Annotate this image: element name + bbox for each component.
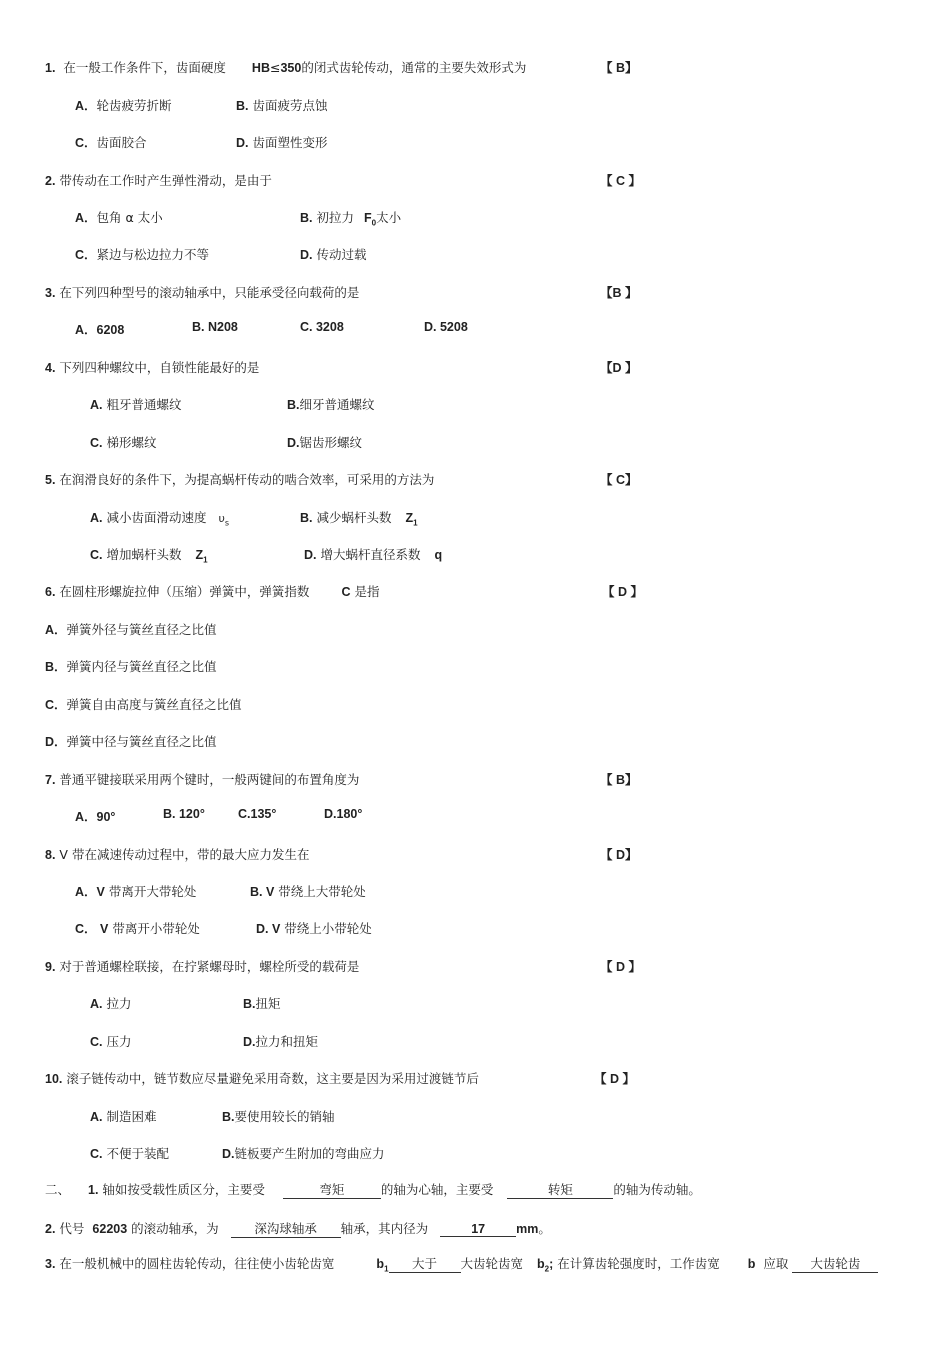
question-9: 9. 对于普通螺栓联接，在拧紧螺母时，螺栓所受的载荷是 [45, 959, 360, 974]
option-9a: A. 拉力 [90, 996, 132, 1011]
option-10b: B.要使用较长的销轴 [222, 1109, 335, 1124]
section-label: 二、 [45, 1182, 71, 1197]
option-5a: A. 减小齿面滑动速度 $\upsilon_s$ [90, 510, 230, 528]
option-1b: B. 齿面疲劳点蚀 [236, 98, 328, 113]
option-10a: A. 制造困难 [90, 1109, 157, 1124]
le-symbol: ≤ [269, 60, 281, 75]
question-text: 在下列四种型号的滚动轴承中，只能承受径向载荷的是 [59, 285, 360, 300]
question-text: 在润滑良好的条件下，为提高蜗杆传动的啮合效率，可采用的方法为 [59, 472, 435, 487]
option-9c: C. 压力 [90, 1034, 132, 1049]
question-text: 带传动在工作时产生弹性滑动，是由于 [59, 173, 272, 188]
option-6b: B．弹簧内径与簧丝直径之比值 [45, 659, 217, 674]
option-9d: D.拉力和扭矩 [243, 1034, 319, 1049]
question-6: 6. 在圆柱形螺旋拉伸（压缩）弹簧中，弹簧指数 C 是指 [45, 584, 380, 599]
option-3a: A．6208 [75, 323, 125, 337]
fill-question-3: 3. 在一般机械中的圆柱齿轮传动，往往使小齿轮齿宽 $b_1$ 大于 大齿轮齿宽 $b_2$; 在计算齿轮强度时，工作齿宽 b 应取 大齿轮齿 [45, 1254, 878, 1274]
option-8a: A．V 带离开大带轮处 [75, 884, 197, 899]
option-1a: A．轮齿疲劳折断 [75, 98, 172, 113]
option-4b: B.细牙普通螺纹 [287, 397, 375, 412]
option-6a: A．弹簧外径与簧丝直径之比值 [45, 622, 217, 637]
answer-5: 【 C】 [600, 473, 638, 487]
hb-symbol: HB [251, 61, 270, 75]
option-2d: D. 传动过载 [300, 247, 367, 262]
option-7d: D.180° [324, 807, 363, 821]
option-10d: D.链板要产生附加的弯曲应力 [222, 1146, 385, 1161]
question-text: 在圆柱形螺旋拉伸（压缩）弹簧中，弹簧指数 [59, 584, 310, 599]
question-text-tail: 的闭式齿轮传动，通常的主要失效形式为 [301, 60, 527, 75]
question-4: 4. 下列四种螺纹中，自锁性能最好的是 [45, 360, 260, 375]
option-5d: D. 增大蜗杆直径系数 q [304, 547, 443, 562]
answer-4: 【D 】 [600, 361, 638, 375]
question-number: 1 [45, 61, 52, 75]
fill-question-1: 二、 1. 轴如按受载性质区分，主要受 弯矩 的轴为心轴，主要受 转矩 的轴为传动轴。 [45, 1182, 701, 1197]
option-8c: C． V 带离开小带轮处 [75, 921, 200, 936]
question-text: 下列四种螺纹中，自锁性能最好的是 [59, 360, 260, 375]
answer-6: 【 D 】 [602, 585, 643, 599]
option-3c: C. 3208 [300, 320, 344, 334]
question-text: 对于普通螺栓联接，在拧紧螺母时，螺栓所受的载荷是 [59, 959, 360, 974]
option-8d: D. V 带绕上小带轮处 [256, 921, 372, 936]
option-2c: C．紧边与松边拉力不等 [75, 247, 210, 262]
answer-8: 【 D】 [600, 848, 638, 862]
question-2: 2. 带传动在工作时产生弹性滑动，是由于 [45, 173, 272, 188]
answer-10: 【 D 】 [594, 1072, 635, 1086]
option-1c: C．齿面胶合 [75, 135, 147, 150]
question-8: 8. V 带在减速传动过程中，带的最大应力发生在 [45, 847, 310, 862]
option-1d: D. 齿面塑性变形 [236, 135, 328, 150]
option-2b: B. 初拉力 $F_0$太小 [300, 210, 402, 228]
option-4c: C. 梯形螺纹 [90, 435, 157, 450]
question-1: 1. 在一般工作条件下，齿面硬度 HB≤350的闭式齿轮传动，通常的主要失效形式为 [45, 60, 527, 75]
answer-7: 【 B】 [600, 773, 638, 787]
question-10: 10. 滚子链传动中，链节数应尽量避免采用奇数，这主要是因为采用过渡链节后 [45, 1071, 479, 1086]
blank-answer: 17 [440, 1222, 516, 1237]
option-9b: B.扭矩 [243, 996, 281, 1011]
hb-value: 350 [280, 61, 302, 75]
option-5b: B. 减少蜗杆头数 $Z_1$ [300, 510, 418, 528]
blank-answer: 深沟球轴承 [231, 1219, 341, 1238]
option-6d: D．弹簧中径与簧丝直径之比值 [45, 734, 217, 749]
option-10c: C. 不便于装配 [90, 1146, 169, 1161]
option-7c: C.135° [238, 807, 277, 821]
option-8b: B. V 带绕上大带轮处 [250, 884, 366, 899]
option-7a: A．90° [75, 810, 116, 824]
question-text: 普通平键接联采用两个键时，一般两键间的布置角度为 [59, 772, 360, 787]
question-text: 在一般工作条件下，齿面硬度 [63, 60, 226, 75]
blank-answer: 大于 [389, 1254, 461, 1273]
question-5: 5. 在润滑良好的条件下，为提高蜗杆传动的啮合效率，可采用的方法为 [45, 472, 435, 487]
option-3d: D. 5208 [424, 320, 468, 334]
question-text: V 带在减速传动过程中，带的最大应力发生在 [59, 847, 310, 862]
fill-question-2: 2. 代号 62203 的滚动轴承，为 深沟球轴承 轴承，其内径为 17 mm。 [45, 1221, 551, 1236]
blank-answer: 大齿轮齿 [792, 1254, 878, 1273]
option-4a: A. 粗牙普通螺纹 [90, 397, 182, 412]
question-text: 滚子链传动中，链节数应尽量避免采用奇数，这主要是因为采用过渡链节后 [66, 1071, 479, 1086]
blank-answer: 弯矩 [283, 1180, 381, 1199]
answer-3: 【B 】 [600, 286, 638, 300]
answer-2: 【 C 】 [600, 174, 641, 188]
answer-1: 【 B】 [600, 61, 638, 75]
option-2a: A．包角 α 太小 [75, 210, 163, 225]
question-3: 3. 在下列四种型号的滚动轴承中，只能承受径向载荷的是 [45, 285, 360, 300]
blank-answer: 转矩 [507, 1180, 613, 1199]
option-6c: C．弹簧自由高度与簧丝直径之比值 [45, 697, 242, 712]
question-7: 7. 普通平键接联采用两个键时，一般两键间的布置角度为 [45, 772, 360, 787]
answer-9: 【 D 】 [600, 960, 641, 974]
option-5c: C. 增加蜗杆头数 $Z_1$ [90, 547, 208, 565]
option-7b: B. 120° [163, 807, 205, 821]
option-4d: D.锯齿形螺纹 [287, 435, 363, 450]
option-3b: B. N208 [192, 320, 238, 334]
